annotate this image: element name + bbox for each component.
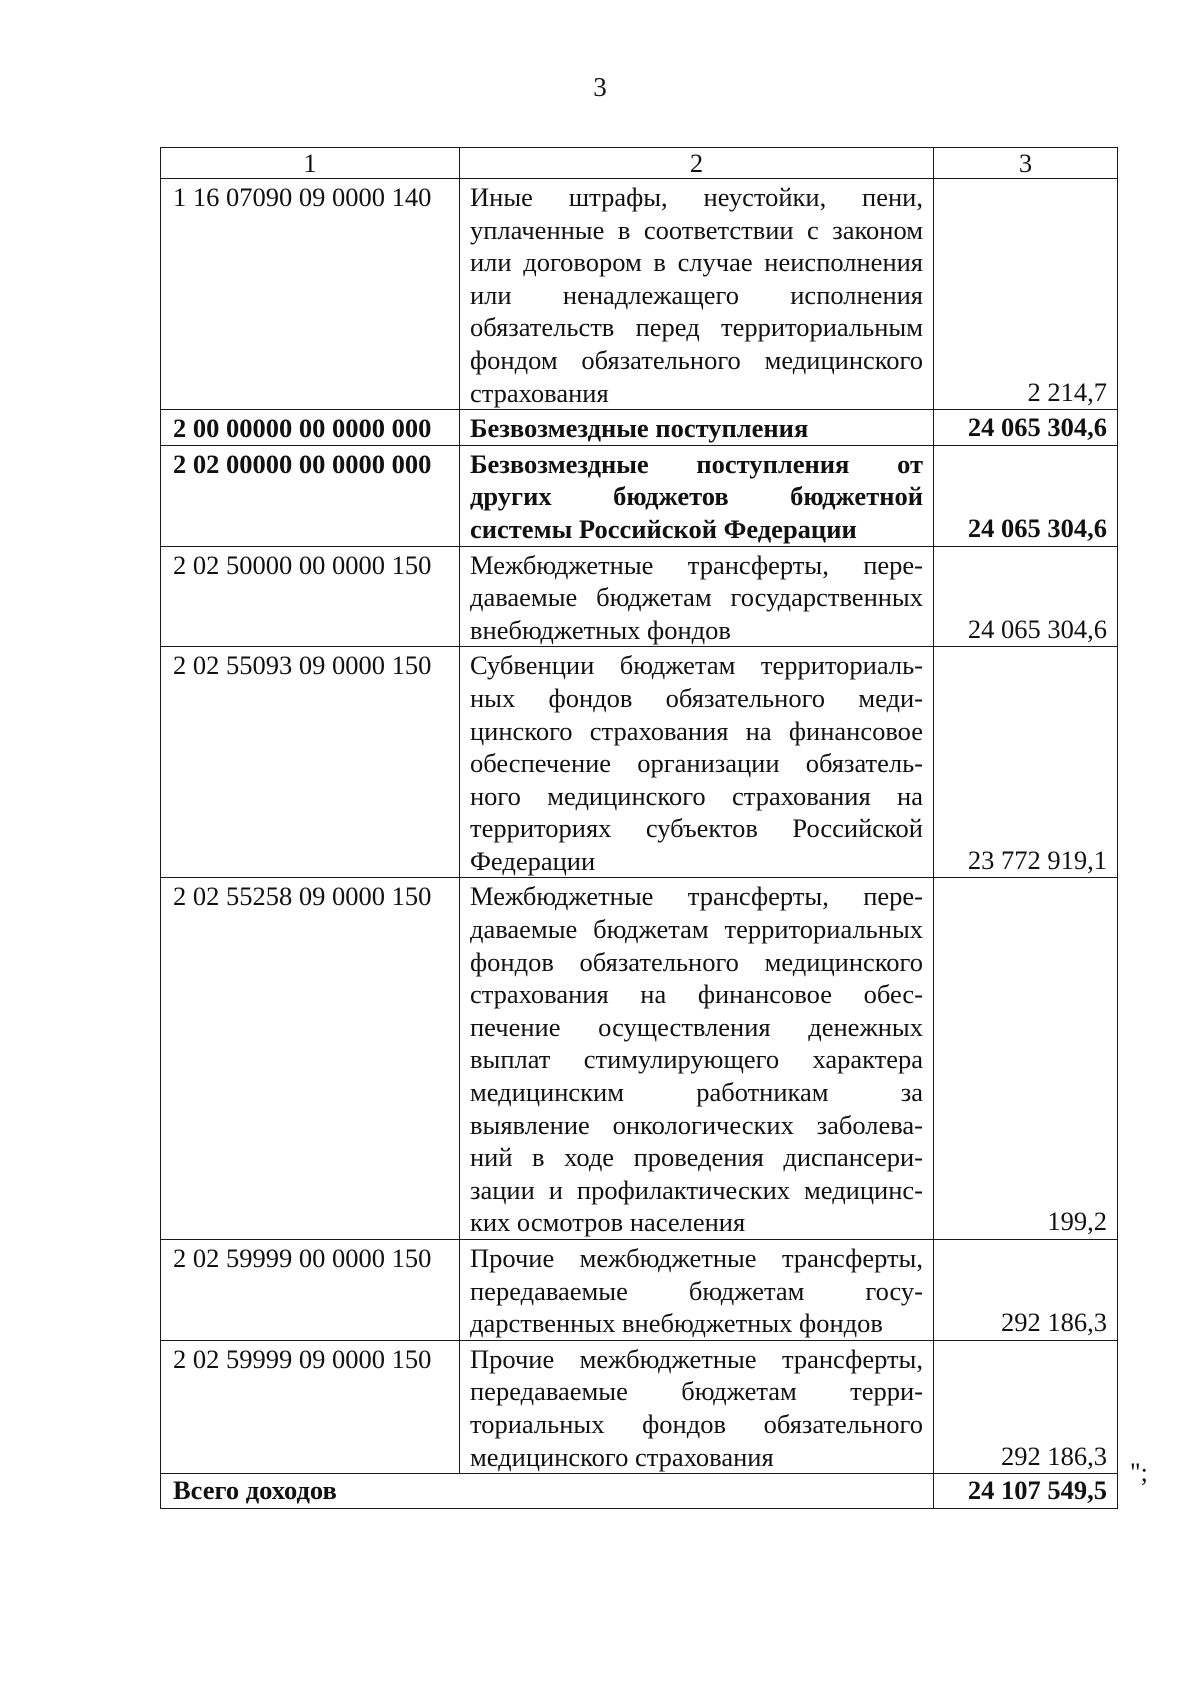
description-line: Безвозмездные поступления от xyxy=(470,448,923,479)
description-line: зации и профилактических медицинс- xyxy=(470,1174,923,1205)
description-line: обязательств перед территориальным xyxy=(470,312,923,343)
description-line: даваемые бюджетам государственных xyxy=(470,582,923,613)
table-row xyxy=(161,878,1118,1240)
description-line: ний в ходе проведения диспансери- xyxy=(470,1142,923,1173)
description-line: цинского страхования на финансовое xyxy=(470,715,923,746)
description-line: фондом обязательного медицинского xyxy=(470,344,923,375)
description-line: передаваемые бюджетам госу- xyxy=(470,1275,923,1306)
description-line: уплаченные в соответствии с законом xyxy=(470,214,923,245)
description-line: или договором в случае неисполнения xyxy=(470,247,923,278)
description-line: Прочие межбюджетные трансферты, xyxy=(470,1343,923,1374)
description-line: медицинским работникам за xyxy=(470,1077,923,1108)
table-row xyxy=(161,546,1118,647)
description-line: ториальных фондов обязательного xyxy=(470,1408,923,1439)
amount-cell: 292 186,3 xyxy=(934,1340,1118,1473)
description-cell xyxy=(460,1240,934,1341)
description-line: передаваемые бюджетам терри- xyxy=(470,1376,923,1407)
total-row xyxy=(161,1474,1118,1509)
description-line: выплат стимулирующего характера xyxy=(470,1044,923,1075)
description-line: обеспечение организации обязатель- xyxy=(470,748,923,779)
total-label: Всего доходов xyxy=(161,1474,934,1509)
amount-cell: 2 214,7 xyxy=(934,179,1118,410)
description-line: системы Российской Федерации xyxy=(470,513,857,544)
description-cell xyxy=(460,1340,934,1473)
income-table xyxy=(160,147,1118,1509)
amount-cell: 199,2 xyxy=(934,878,1118,1240)
table-row xyxy=(161,1240,1118,1341)
table-header-row xyxy=(161,148,1118,179)
description-cell xyxy=(460,878,934,1240)
description-line: других бюджетов бюджетной xyxy=(470,481,923,512)
description-line: ких осмотров населения xyxy=(470,1207,746,1238)
column-header-code: 1 xyxy=(161,148,460,179)
table-row xyxy=(161,410,1118,446)
total-amount: 24 107 549,5 xyxy=(934,1474,1118,1509)
amount-cell: 292 186,3 xyxy=(934,1240,1118,1341)
description-line: дарственных внебюджетных фондов xyxy=(470,1308,883,1339)
description-line: Иные штрафы, неустойки, пени, xyxy=(470,182,923,212)
budget-code-cell: 2 02 00000 00 0000 000 xyxy=(161,445,460,546)
description-cell xyxy=(460,410,934,446)
budget-code-cell: 2 02 50000 00 0000 150 xyxy=(161,546,460,647)
description-line: Межбюджетные трансферты, пере- xyxy=(470,549,923,580)
table-row xyxy=(161,647,1118,878)
description-line: или ненадлежащего исполнения xyxy=(470,279,923,310)
description-line: внебюджетных фондов xyxy=(470,614,731,645)
description-cell xyxy=(460,546,934,647)
description-line: медицинского страхования xyxy=(470,1441,774,1472)
budget-code-cell: 2 02 55258 09 0000 150 xyxy=(161,878,460,1240)
description-line: даваемые бюджетам территориальных xyxy=(470,914,923,945)
budget-code-cell: 2 02 59999 09 0000 150 xyxy=(161,1340,460,1473)
description-line: Безвозмездные поступления xyxy=(470,413,809,444)
table-row xyxy=(161,1340,1118,1473)
amount-cell: 24 065 304,6 xyxy=(934,410,1118,446)
column-header-description: 2 xyxy=(460,148,934,179)
page-number: 3 xyxy=(593,72,607,102)
amount-cell: 24 065 304,6 xyxy=(934,546,1118,647)
description-line: ных фондов обязательного меди- xyxy=(470,682,923,713)
budget-code-cell: 2 02 55093 09 0000 150 xyxy=(161,647,460,878)
description-line: Федерации xyxy=(470,845,596,876)
description-line: страхования на финансовое обес- xyxy=(470,979,923,1010)
description-line: фондов обязательного медицинского xyxy=(470,946,923,977)
description-line: Прочие межбюджетные трансферты, xyxy=(470,1243,923,1273)
description-line: ного медицинского страхования на xyxy=(470,780,923,811)
description-cell xyxy=(460,647,934,878)
table-row xyxy=(161,179,1118,410)
amount-cell: 24 065 304,6 xyxy=(934,445,1118,546)
description-line: выявление онкологических заболева- xyxy=(470,1109,923,1140)
closing-quote-mark: "; xyxy=(1130,1458,1148,1487)
description-line: печение осуществления денежных xyxy=(470,1011,923,1042)
income-table-body xyxy=(161,148,1118,1509)
amount-cell: 23 772 919,1 xyxy=(934,647,1118,878)
table-row xyxy=(161,445,1118,546)
description-line: Межбюджетные трансферты, пере- xyxy=(470,881,923,912)
budget-code-cell: 1 16 07090 09 0000 140 xyxy=(161,179,460,410)
description-cell xyxy=(460,179,934,410)
budget-code-cell: 2 02 59999 00 0000 150 xyxy=(161,1240,460,1341)
budget-code-cell: 2 00 00000 00 0000 000 xyxy=(161,410,460,446)
column-header-amount: 3 xyxy=(934,148,1118,179)
description-line: территориях субъектов Российской xyxy=(470,813,923,844)
description-line: Субвенции бюджетам территориаль- xyxy=(470,650,923,681)
description-line: страхования xyxy=(470,377,609,408)
description-cell xyxy=(460,445,934,546)
